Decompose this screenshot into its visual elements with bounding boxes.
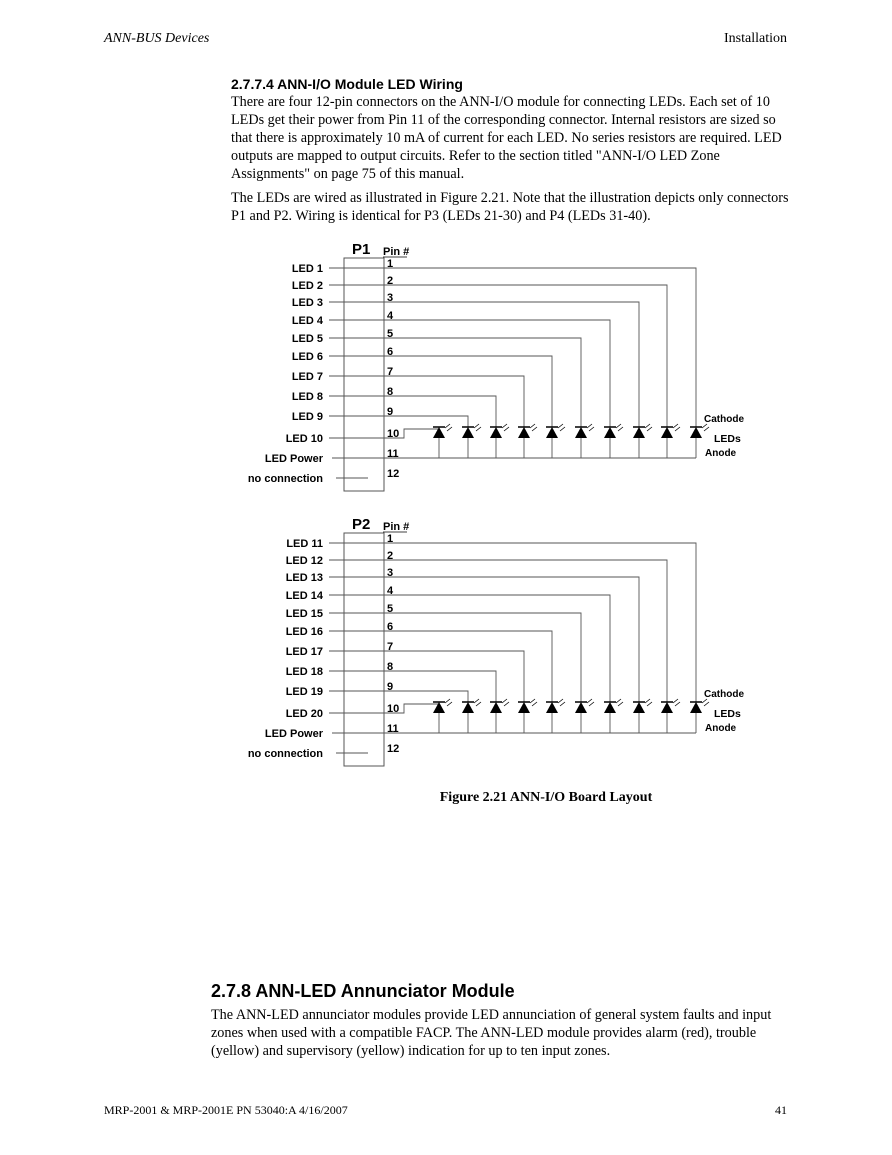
conn-p1-pin-number: 6 [387, 346, 394, 358]
conn-p2-cathode-wire [384, 613, 581, 702]
conn-p2-led-ray [530, 699, 535, 703]
conn-p2-anode-label: Anode [705, 723, 737, 734]
conn-p1-pin-number: 7 [387, 366, 394, 378]
conn-p2-pin-number: 1 [387, 533, 394, 545]
conn-p1-led-symbol [462, 427, 474, 438]
conn-p1-led-ray [587, 424, 592, 428]
section-278-heading: 2.7.8 ANN-LED Annunciator Module [211, 981, 515, 1001]
conn-p1-led-ray [673, 424, 678, 428]
conn-p1-pin-number: 10 [387, 428, 400, 440]
conn-p1-pin-number: 9 [387, 406, 394, 418]
conn-p2-pin-header: Pin # [383, 521, 410, 533]
conn-p2-pin-label: LED 15 [285, 608, 323, 620]
conn-p1-led-ray [502, 424, 507, 428]
conn-p2-led-ray [589, 702, 594, 706]
conn-p1-led-ray [447, 427, 452, 431]
conn-p1-cathode-wire [384, 320, 610, 427]
conn-p1-pin-number: 1 [387, 258, 394, 270]
conn-p1-pin-number: 11 [387, 448, 399, 460]
conn-p2-cathode-wire [384, 577, 639, 702]
conn-p1-pin-label: no connection [247, 473, 323, 485]
conn-p2-cathode-label: Cathode [704, 689, 744, 700]
conn-p2-led-ray [504, 702, 509, 706]
running-header-right: Installation [724, 31, 787, 46]
conn-p1-cathode-wire [384, 338, 581, 427]
conn-p2-pin-number: 4 [387, 585, 394, 597]
conn-p1-pin-label: LED 2 [291, 280, 323, 292]
figure-caption: Figure 2.21 ANN-I/O Board Layout [439, 790, 653, 805]
conn-p1-title: P1 [352, 241, 371, 258]
conn-p1-cathode-wire [384, 396, 496, 427]
conn-p1-led-ray [476, 427, 481, 431]
conn-p1-pin-label: LED 7 [291, 371, 323, 383]
conn-p2-led-symbol [690, 702, 702, 713]
conn-p2-pin-label: LED 19 [285, 686, 323, 698]
conn-p1-cathode-label: Cathode [704, 414, 744, 425]
conn-p2-led-symbol [518, 702, 530, 713]
conn-p2-pin-number: 3 [387, 567, 394, 579]
conn-p1-pin-label: LED 1 [291, 263, 323, 275]
conn-p1-led-symbol [575, 427, 587, 438]
conn-p2-led-symbol [546, 702, 558, 713]
conn-p1-pin-label: LED 3 [291, 297, 323, 309]
conn-p2-led-ray [618, 702, 623, 706]
section-2774-paragraph-2: The LEDs are wired as illustrated in Figure 2.21. Note that the illustration depicts only connectors P1 and P2. Wiring is identical for P3 (LEDs 21-30) and P4 (LEDs 31-40). [231, 190, 789, 224]
conn-p2-pin-label: no connection [247, 748, 323, 760]
conn-p1-led-ray [616, 424, 621, 428]
conn-p2-led-ray [502, 699, 507, 703]
section-278-paragraph: The ANN-LED annunciator modules provide LED annunciation of general system faults and input zones when used with a compatible FACP. The ANN-LED module provides alarm (red), trouble (yellow) and supervisory (yellow) indication for up to ten input zones. [211, 1007, 772, 1059]
conn-p2-led-ray [476, 702, 481, 706]
conn-p2-pin-number: 11 [387, 723, 399, 735]
conn-p2-pin-number: 9 [387, 681, 394, 693]
conn-p2-pin-label: LED 16 [285, 626, 323, 638]
conn-p1-led-ray [647, 427, 652, 431]
conn-p2-pin-label: LED 13 [285, 572, 323, 584]
conn-p2-pin-number: 6 [387, 621, 394, 633]
conn-p1-pin-label: LED 4 [291, 315, 323, 327]
conn-p2-pin-number: 12 [387, 743, 400, 755]
conn-p1-led-symbol [690, 427, 702, 438]
running-header-left: ANN-BUS Devices [104, 31, 210, 46]
conn-p1-led-symbol [633, 427, 645, 438]
conn-p2-cathode-wire [384, 595, 610, 702]
conn-p1-pin-number: 8 [387, 386, 394, 398]
conn-p2-led-ray [675, 702, 680, 706]
conn-p1-pin-label: LED Power [264, 453, 323, 465]
conn-p2-body [344, 533, 384, 766]
conn-p1-pin-label: LED 5 [291, 333, 323, 345]
conn-p2-led-ray [447, 702, 452, 706]
conn-p1-pin-label: LED 9 [291, 411, 323, 423]
conn-p1-body [344, 258, 384, 491]
conn-p1-cathode-wire [384, 376, 524, 427]
conn-p1-led-ray [504, 427, 509, 431]
conn-p2-pin-label: LED 12 [285, 555, 323, 567]
conn-p1-cathode-wire [384, 268, 696, 427]
conn-p1-pin-number: 3 [387, 292, 394, 304]
conn-p2-led-ray [645, 699, 650, 703]
conn-p1-led-symbol [546, 427, 558, 438]
conn-p1-led-ray [675, 427, 680, 431]
conn-p1-led-symbol [604, 427, 616, 438]
section-2774-paragraph-1: There are four 12-pin connectors on the ANN-I/O module for connecting LEDs. Each set of 10 LEDs get their power from Pin 11 of the corresponding connector. Internal resistors are sized so that there is approximately 10 mA of current for each LED. No series resistors are required. LED outputs are mapped to output circuits. Refer to the section titled "ANN-I/O LED Zone Assignments" on page 75 of this manual. [231, 94, 782, 182]
conn-p2-led-ray [474, 699, 479, 703]
conn-p1-led-ray [704, 427, 709, 431]
conn-p1-leds-label: LEDs [714, 433, 741, 445]
conn-p1-pin-number: 12 [387, 468, 400, 480]
conn-p2-leds-label: LEDs [714, 708, 741, 720]
conn-p2-led-ray [704, 702, 709, 706]
conn-p1-led-symbol [490, 427, 502, 438]
conn-p2-led-ray [532, 702, 537, 706]
conn-p2-pin-number: 7 [387, 641, 394, 653]
conn-p1-led-ray [530, 424, 535, 428]
conn-p1-pin-label: LED 8 [291, 391, 323, 403]
conn-p2-led-symbol [633, 702, 645, 713]
conn-p2-pin-label: LED 20 [285, 708, 323, 720]
conn-p1-pin-number: 4 [387, 310, 394, 322]
conn-p2-pin-number: 8 [387, 661, 394, 673]
section-278 [211, 980, 791, 1060]
conn-p2-cathode-wire [384, 671, 496, 702]
conn-p2-cathode-wire [384, 691, 468, 702]
conn-p2-led-ray [616, 699, 621, 703]
conn-p2-led-symbol [490, 702, 502, 713]
conn-p2-led-ray [560, 702, 565, 706]
conn-p2-led-ray [558, 699, 563, 703]
conn-p1-pin-label: LED 6 [291, 351, 323, 363]
conn-p2-pin-number: 5 [387, 603, 394, 615]
conn-p2-led-ray [673, 699, 678, 703]
conn-p2-cathode-wire [384, 543, 696, 702]
conn-p2-led-ray [445, 699, 450, 703]
conn-p1-led-ray [560, 427, 565, 431]
conn-p2-pin-number: 2 [387, 550, 394, 562]
conn-p1-cathode-wire [384, 416, 468, 427]
conn-p1-led-ray [474, 424, 479, 428]
conn-p1-cathode-wire [384, 302, 639, 427]
conn-p2-cathode-wire [384, 651, 524, 702]
conn-p1-led-symbol [661, 427, 673, 438]
conn-p1-led-ray [558, 424, 563, 428]
conn-p1-led-ray [645, 424, 650, 428]
conn-p2-led-symbol [462, 702, 474, 713]
conn-p2-pin-label: LED 14 [285, 590, 323, 602]
conn-p1-pin-number: 5 [387, 328, 394, 340]
conn-p2-led-symbol [661, 702, 673, 713]
conn-p2-led-ray [587, 699, 592, 703]
page-number: 41 [775, 1103, 787, 1117]
conn-p2-pin-label: LED 18 [285, 666, 323, 678]
conn-p2-led-symbol [604, 702, 616, 713]
conn-p1-led-symbol [518, 427, 530, 438]
conn-p1-pin-header: Pin # [383, 246, 410, 258]
conn-p1-led-ray [589, 427, 594, 431]
conn-p1-pin-label: LED 10 [285, 433, 323, 445]
section-2774-heading: 2.7.7.4 ANN-I/O Module LED Wiring [231, 76, 463, 92]
conn-p1-led-ray [618, 427, 623, 431]
conn-p2-pin-label: LED 11 [286, 538, 323, 550]
conn-p2-pin-number: 10 [387, 703, 400, 715]
conn-p1-pin-number: 2 [387, 275, 394, 287]
conn-p2-title: P2 [352, 516, 371, 533]
footer-left: MRP-2001 & MRP-2001E PN 53040:A 4/16/2007 [104, 1103, 348, 1117]
conn-p1-led-ray [532, 427, 537, 431]
conn-p2-led-symbol [575, 702, 587, 713]
conn-p2-led-ray [647, 702, 652, 706]
conn-p1-anode-label: Anode [705, 448, 737, 459]
conn-p2-pin-label: LED Power [264, 728, 323, 740]
conn-p1-led-ray [445, 424, 450, 428]
conn-p2-pin-label: LED 17 [285, 646, 323, 658]
